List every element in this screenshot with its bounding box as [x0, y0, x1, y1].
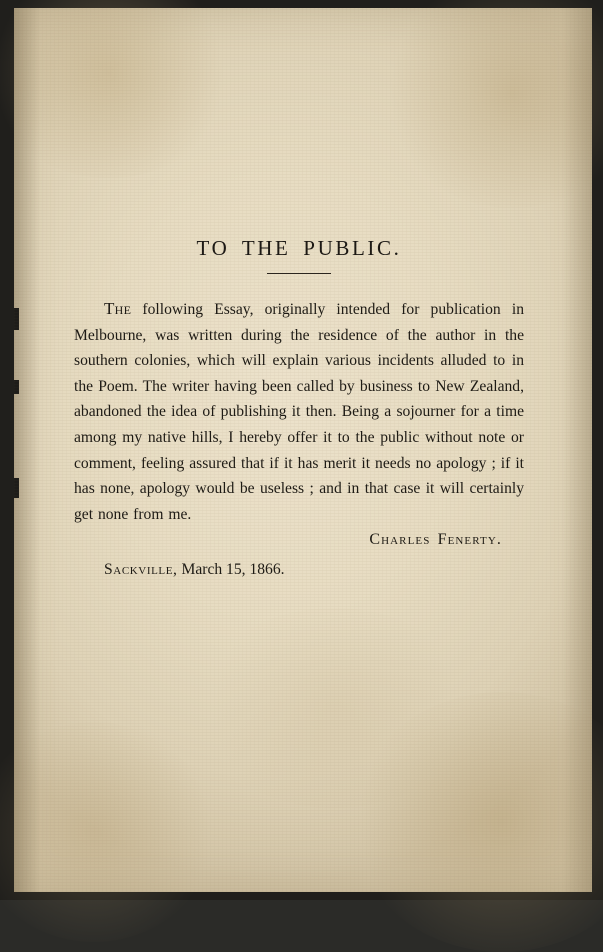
- place-and-date-line: [74, 561, 524, 579]
- author-signature: Charles Fenerty.: [369, 531, 502, 549]
- page-edge-shadow: [562, 8, 592, 892]
- title-divider-rule: [267, 273, 331, 274]
- date-text: March 15, 1866.: [177, 561, 285, 579]
- paragraph-lead-word: The: [104, 299, 132, 318]
- page-edge-nick: [14, 478, 19, 498]
- place-name: Sackville,: [104, 561, 178, 579]
- paper-stain-center: [194, 608, 474, 808]
- body-paragraph: [74, 296, 524, 527]
- paragraph-text: following Essay, originally intended for publication in Melbourne, was written during the residence of the author in the southern colonies, which will explain various incidents alluded to in the Poem. The writer having been called by business to New Zealand, abandoned the idea of publishing it then. Being a sojourner for a time among my native hills, I hereby offer it to the public without note or comment, feeling assured that if it has merit it needs no apology ; if it has none, apology would be useless ; and in that case it will certainly get none from me.: [74, 301, 524, 523]
- page-edge-nick: [14, 380, 19, 394]
- page-text-block: [74, 236, 524, 579]
- page-edge-nick: [14, 308, 19, 330]
- signature-line: [74, 531, 524, 549]
- page-title: TO THE PUBLIC.: [196, 236, 402, 260]
- binding-gutter-shadow: [14, 8, 40, 892]
- scanned-page: [14, 8, 592, 892]
